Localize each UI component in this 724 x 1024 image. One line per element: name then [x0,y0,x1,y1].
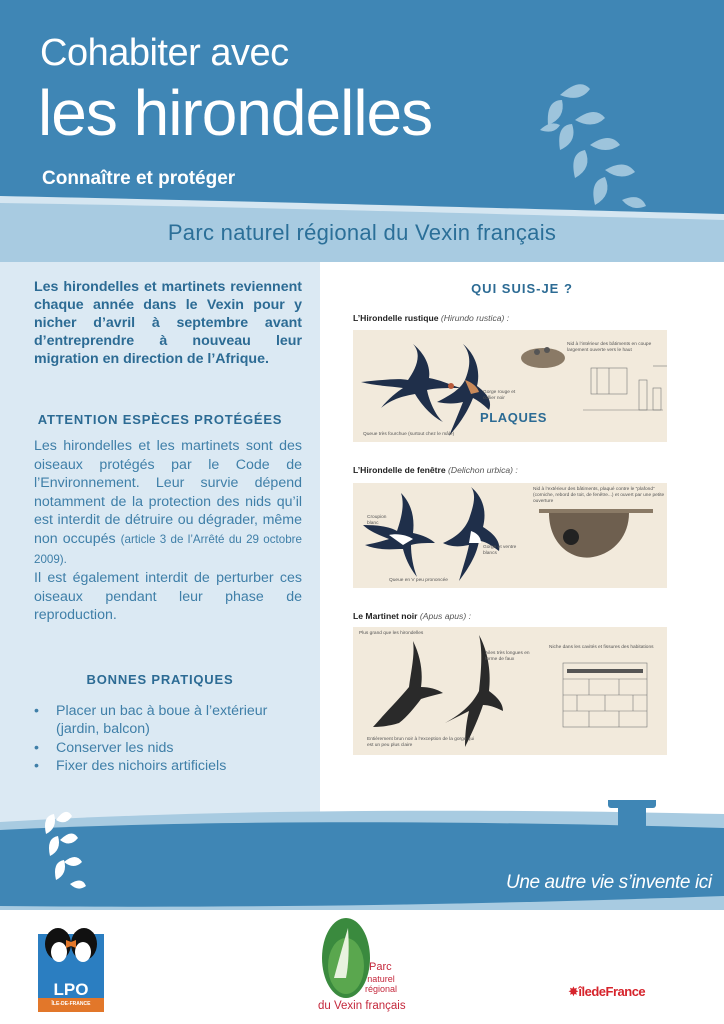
species-title-fenetre: L’Hirondelle de fenêtre (Delichon urbica) : [353,465,518,475]
lpo-text: LPO [53,980,89,999]
list-item: • Placer un bac à boue à l’extérieur (jardin, balcon) [34,702,304,739]
subtitle: Connaître et protéger [42,168,236,189]
practices-list [34,702,304,776]
nesting-note: Niche dans les cavités et fissures des habitations [549,645,654,650]
protection-text-2: Il est également interdit de perturber ces oiseaux pendant leur phase de reproduction. [34,570,302,624]
lpo-subtitle: ÎLE-DE-FRANCE [51,1001,91,1007]
size-note: Plus grand que les hirondelles [359,631,424,636]
wings-note: Ailes très longues en forme de faux [485,651,530,662]
rump-note: Croupion blanc [367,515,387,526]
protection-text: Les hirondelles et les martinets sont des oiseaux protégés par le Code de l’Environnement. Leur survie dépend notamment de la protection des nids qu’il est interdit de détruire ou dégrader, même non occupés [34,438,302,547]
pnr-text-naturel: naturel régional [364,974,398,994]
species-panel-fenetre [353,483,667,588]
intro-paragraph: Les hirondelles et martinets reviennent chaque année dans le Vexin pour y nicher d’avril à septembre avant d’entreprendre à nouveau leur migration en direction de l’Afrique. [34,279,302,367]
pnr-text-parc: Parc [369,961,392,973]
list-item: • Fixer des nichoirs artificiels [34,757,304,775]
slogan: Une autre vie s’invente ici [506,872,712,893]
nest-note: Nid à l’intérieur des bâtiments en coupe largement ouverte vers le haut [567,342,652,353]
lpo-logo [38,922,104,1012]
tail-note: Queue très fourchue (surtout chez le mâle) [363,432,455,437]
plaques-label: PLAQUES [480,410,548,425]
attention-heading: ATTENTION ESPÈCES PROTÉGÉES [37,412,283,427]
who-am-i-heading: QUI SUIS-JE ? [471,281,573,296]
species-panel-martinet [353,627,667,755]
species-title-martinet: Le Martinet noir (Apus apus) : [353,611,471,621]
species-title-rustique: L’Hirondelle rustique (Hirundo rustica) : [353,313,510,323]
tail-note: Queue en V peu prononcée [389,578,448,583]
pnr-text-vexin: du Vexin français [318,1000,406,1012]
belly-note: Gorge et ventre blancs [483,545,517,556]
ile-de-france-logo: ✸îledeFrance [568,984,646,999]
nest-note: Nid à l’extérieur des bâtiments, plaqué contre le “plafond” (corniche, rebord de toit, de fenêtre...) et ouvert par une petite ouverture [533,487,665,504]
list-item: • Conserver les nids [34,739,304,757]
park-banner: Parc naturel régional du Vexin français [167,220,557,245]
title-line2: les hirondelles [38,77,433,149]
good-practices-heading: BONNES PRATIQUES [86,672,234,687]
throat-note: Gorge rouge et collier noir [483,390,516,401]
species-panel-rustique [353,330,667,442]
title-line1: Cohabiter avec [40,32,289,74]
colour-note: Entièrement brun noir à l’exception de la gorge qui est un peu plus claire [367,737,475,748]
protection-reference: (article 3 de l’Arrêté du 29 octobre 2009). [34,532,302,566]
protection-paragraph [34,437,302,625]
